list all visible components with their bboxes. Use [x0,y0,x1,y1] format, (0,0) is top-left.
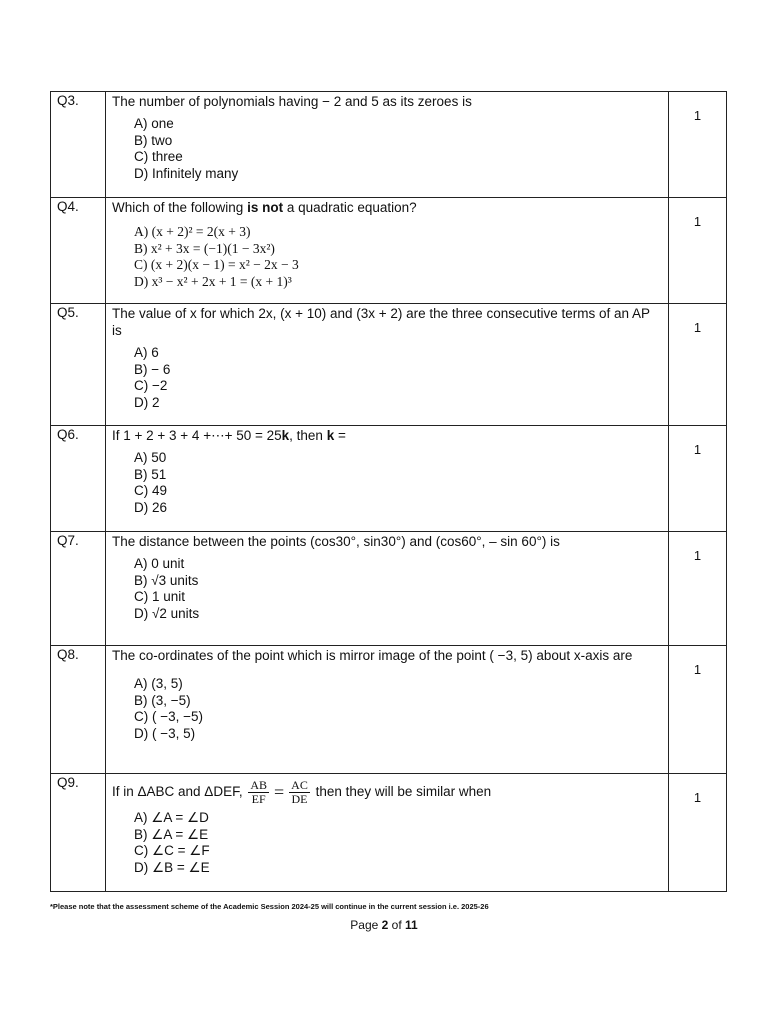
question-row-q4 [51,198,727,304]
question-row-q7 [51,532,727,646]
option-c: C) three [134,149,183,165]
marks: 1 [669,198,727,304]
options-list [112,224,662,290]
marks: 1 [669,304,727,426]
option-b: B) − 6 [134,361,171,377]
option-c: C) 49 [134,483,168,499]
question-text-post: a quadratic equation? [283,200,417,215]
question-text-pre: Which of the following [112,200,248,215]
option-a: A) (x + 2)² = 2(x + 3) [134,224,251,239]
option-a: A) 0 unit [134,556,185,571]
option-b: B) (3, −5) [134,692,191,708]
fraction-ab-ef [248,779,269,806]
question-text-post: = [334,428,346,443]
question-table [50,91,727,892]
page-number [0,918,768,932]
option-a: A) ∠A = ∠D [134,810,209,825]
marks: 1 [669,426,727,532]
option-b: B) two [134,132,173,148]
option-d: D) ( −3, 5) [134,725,196,741]
question-number: Q8. [51,646,106,774]
variable-k: k [326,428,335,443]
question-body [106,532,669,646]
option-d: D) 2 [134,394,160,410]
question-text-post: then they will be similar when [311,784,492,800]
question-number: Q6. [51,426,106,532]
question-text [112,427,662,444]
marks: 1 [669,532,727,646]
question-number: Q9. [51,774,106,892]
question-row-q8 [51,646,727,774]
option-d: D) ∠B = ∠E [134,859,210,875]
question-body [106,426,669,532]
question-body [106,646,669,774]
variable-k: k [281,428,290,443]
question-text-pre: If in ΔABC and ΔDEF, [112,784,247,800]
question-text [112,199,662,216]
fraction-denominator: DE [291,792,308,806]
question-body [106,304,669,426]
question-text [112,779,662,806]
question-body [106,92,669,198]
marks: 1 [669,646,727,774]
question-number: Q7. [51,532,106,646]
option-a: A) (3, 5) [134,676,183,691]
question-text-mid: , then [289,428,327,443]
question-row-q9 [51,774,727,892]
option-c: C) ∠C = ∠F [134,843,210,859]
marks: 1 [669,92,727,198]
options-list [112,810,662,876]
option-b: B) x² + 3x = (−1)(1 − 3x²) [134,240,275,256]
question-row-q5 [51,304,727,426]
page-of: of [388,918,406,932]
question-row-q3 [51,92,727,198]
options-list [112,345,662,411]
option-b: B) ∠A = ∠E [134,826,209,842]
page-total: 11 [405,918,418,932]
question-number: Q3. [51,92,106,198]
option-d: D) x³ − x² + 2x + 1 = (x + 1)³ [134,273,292,289]
question-body [106,774,669,892]
option-b: B) √3 units [134,572,199,588]
question-number: Q4. [51,198,106,304]
question-body [106,198,669,304]
fraction-numerator: AB [250,778,268,792]
option-d: D) √2 units [134,605,200,621]
options-list [112,450,662,516]
marks: 1 [669,774,727,892]
options-list [112,116,662,182]
options-list [112,676,662,742]
options-list [112,556,662,622]
question-text-emphasis: is not [247,200,284,215]
option-a: A) 50 [134,450,167,465]
question-text: The number of polynomials having − 2 and 5 as its zeroes is [112,94,472,109]
question-number: Q5. [51,304,106,426]
option-c: C) 1 unit [134,589,186,605]
option-c: C) −2 [134,378,168,394]
question-row-q6 [51,426,727,532]
fraction-numerator: AC [291,778,308,792]
page-label: Page [350,918,382,932]
option-c: C) ( −3, −5) [134,709,204,725]
assessment-note: *Please note that the assessment scheme of the Academic Session 2024-25 will continue in the current session i.e. 2025-26 [50,902,489,911]
page-current: 2 [381,918,389,932]
option-a: A) one [134,116,174,131]
question-text: The value of x for which 2x, (x + 10) and (3x + 2) are the three consecutive terms of an AP is [112,306,650,338]
option-c: C) (x + 2)(x − 1) = x² − 2x − 3 [134,257,299,273]
option-d: D) 26 [134,499,168,515]
option-b: B) 51 [134,466,167,482]
question-text: The distance between the points (cos30°, sin30°) and (cos60°, – sin 60°) is [112,534,560,549]
fraction-ac-de [289,779,310,806]
equals-sign: = [274,782,285,802]
option-d: D) Infinitely many [134,165,239,181]
question-text-pre: If 1 + 2 + 3 + 4 +⋯+ 50 = 25 [112,428,282,443]
question-text: The co-ordinates of the point which is mirror image of the point ( −3, 5) about x-axis are [112,648,633,663]
option-a: A) 6 [134,345,159,360]
fraction-denominator: EF [251,792,266,806]
